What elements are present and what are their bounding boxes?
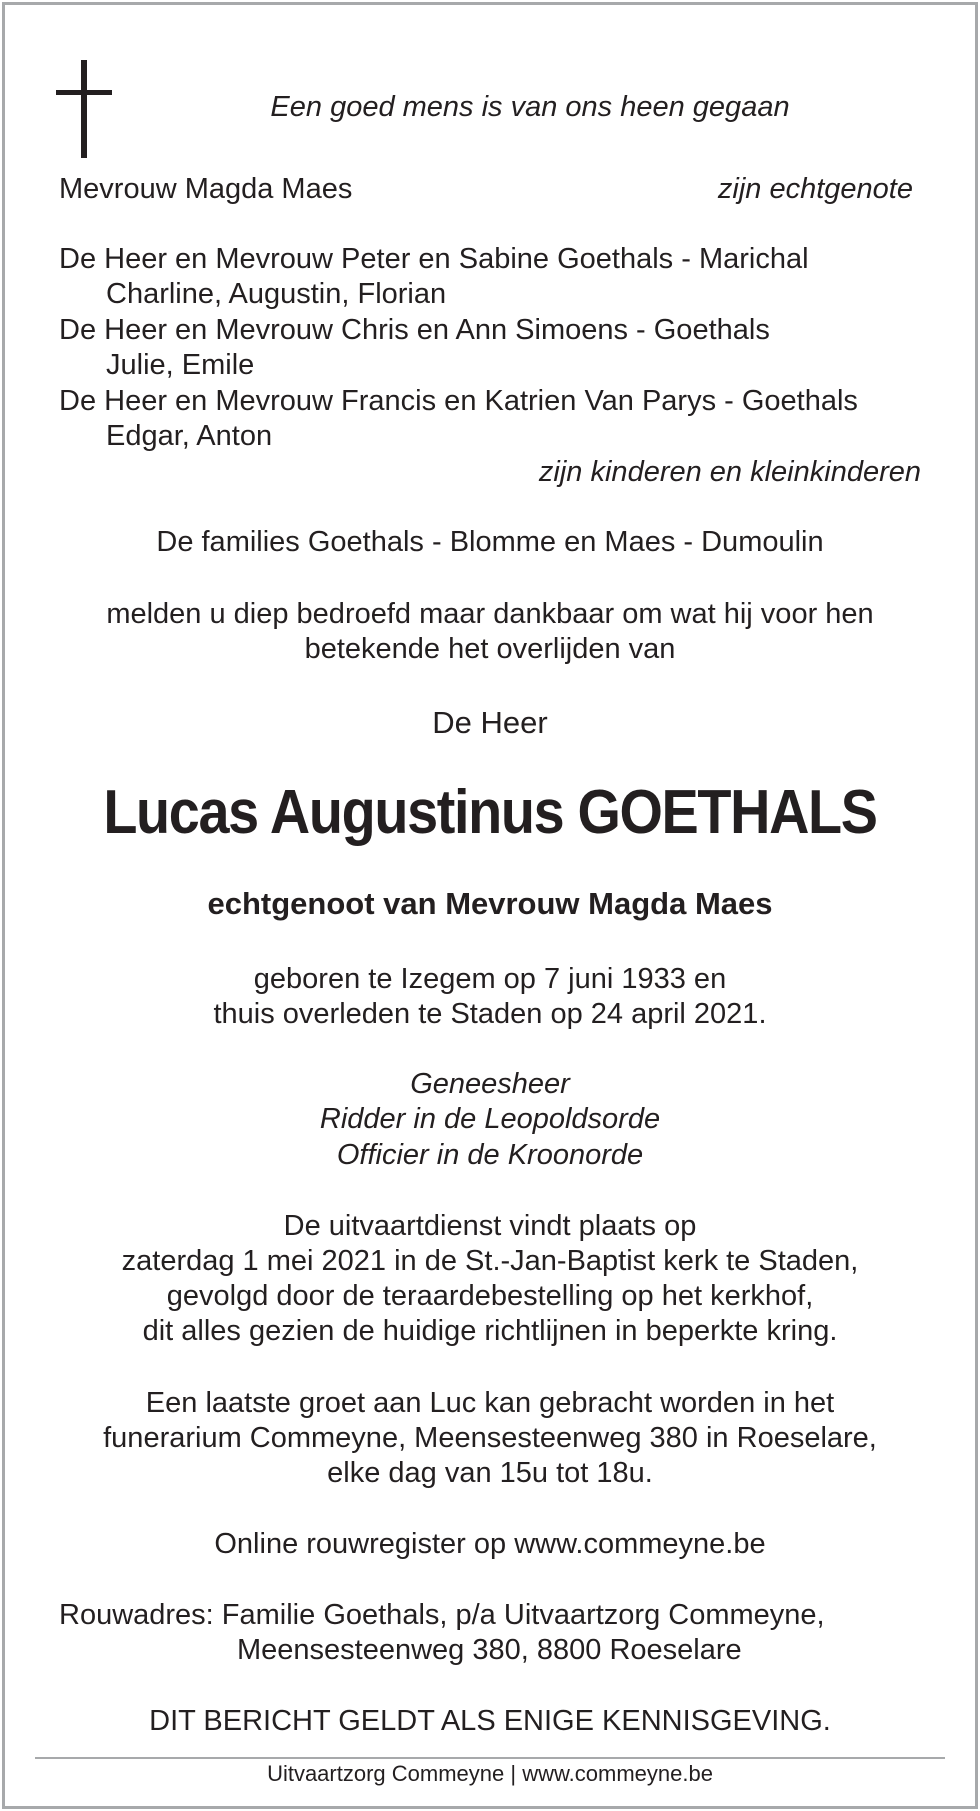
child-1-kids: Charline, Augustin, Florian [106,278,447,310]
child-3-kids: Edgar, Anton [106,420,273,452]
farewell-line-1: Een laatste groet aan Luc kan gebracht worden in het [145,1387,835,1419]
footer-divider [35,1757,945,1759]
title-2: Ridder in de Leopoldsorde [319,1103,661,1135]
farewell-line-3: elke dag van 15u tot 18u. [327,1457,653,1489]
notice: DIT BERICHT GELDT ALS ENIGE KENNISGEVING. [149,1705,831,1737]
title-1: Geneesheer [410,1068,570,1100]
online-register: Online rouwregister op www.commeyne.be [214,1528,766,1560]
child-3-parents: De Heer en Mevrouw Francis en Katrien Van Parys - Goethals [59,385,858,417]
announce-line-2: betekende het overlijden van [304,633,676,665]
address-line-2: Meensesteenweg 380, 8800 Roeselare [237,1634,742,1666]
funeral-line-4: dit alles gezien de huidige richtlijnen in beperkte kring. [142,1315,838,1347]
farewell-line-2: funerarium Commeyne, Meensesteenweg 380 in Roeselare, [103,1422,877,1454]
families: De families Goethals - Blomme en Maes - Dumoulin [156,526,824,558]
spouse-name: Mevrouw Magda Maes [59,173,353,205]
deceased-spouse: echtgenoot van Mevrouw Magda Maes [207,886,773,921]
address-line-1: Rouwadres: Familie Goethals, p/a Uitvaartzorg Commeyne, [59,1599,825,1631]
child-2-parents: De Heer en Mevrouw Chris en Ann Simoens - Goethals [59,314,770,346]
funeral-line-1: De uitvaartdienst vindt plaats op [283,1210,697,1242]
birth-line: geboren te Izegem op 7 juni 1933 en [253,963,727,995]
death-line: thuis overleden te Staden op 24 april 2021. [213,998,767,1030]
motto: Een goed mens is van ons heen gegaan [270,91,790,123]
footer: Uitvaartzorg Commeyne | www.commeyne.be [267,1761,713,1786]
announce-line-1: melden u diep bedroefd maar dankbaar om wat hij voor hen [106,598,874,630]
deceased-name: Lucas Augustinus GOETHALS [103,778,877,847]
child-2-kids: Julie, Emile [106,349,255,381]
funeral-line-3: gevolgd door de teraardebestelling op het kerkhof, [166,1280,814,1312]
child-1-parents: De Heer en Mevrouw Peter en Sabine Goethals - Marichal [59,243,809,275]
spouse-role: zijn echtgenote [717,173,913,205]
salutation: De Heer [432,705,548,740]
children-role: zijn kinderen en kleinkinderen [538,456,921,488]
title-3: Officier in de Kroonorde [336,1139,644,1171]
funeral-line-2: zaterdag 1 mei 2021 in de St.-Jan-Baptist kerk te Staden, [121,1245,859,1277]
